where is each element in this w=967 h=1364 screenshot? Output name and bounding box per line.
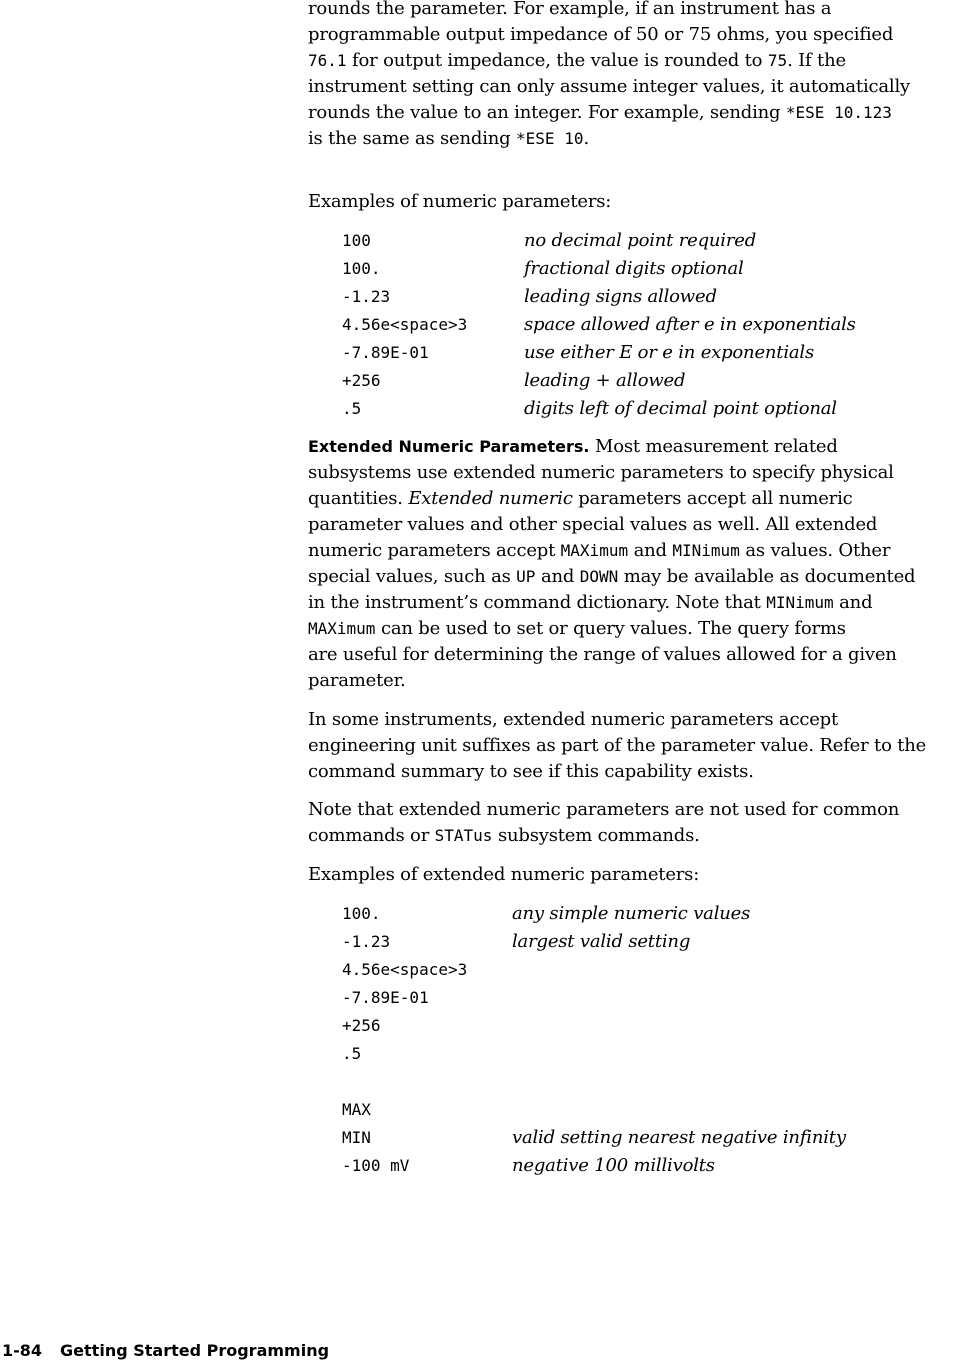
text-line: command summary to see if this capability exists. bbox=[308, 761, 754, 782]
code-span: MINimum bbox=[672, 541, 740, 560]
text-span: special values, such as bbox=[308, 566, 517, 587]
text-line bbox=[308, 100, 910, 126]
text-line bbox=[308, 823, 899, 849]
text-span: commands or bbox=[308, 825, 435, 846]
code-span: STATus bbox=[434, 826, 493, 845]
text-line: instrument setting can only assume integer values, it automatically bbox=[308, 76, 910, 97]
example-code: 4.56e<space>3 bbox=[342, 960, 468, 979]
example-row bbox=[308, 1124, 967, 1152]
example-row bbox=[308, 1152, 967, 1180]
example-code: -1.23 bbox=[342, 287, 391, 306]
code-span: MINimum bbox=[766, 593, 834, 612]
section-heading: Extended Numeric Parameters. bbox=[308, 437, 590, 456]
text-line bbox=[308, 48, 910, 74]
example-row bbox=[308, 900, 967, 928]
text-span: can be used to set or query values. The query forms bbox=[375, 618, 846, 639]
extended-examples-table bbox=[308, 900, 967, 1068]
text-span: parameters accept all numeric bbox=[572, 488, 853, 509]
text-line bbox=[308, 590, 915, 616]
example-desc: leading + allowed bbox=[524, 370, 686, 391]
example-row bbox=[308, 311, 967, 339]
example-code: .5 bbox=[342, 399, 362, 418]
example-code: +256 bbox=[342, 1016, 381, 1035]
example-row bbox=[308, 255, 967, 283]
example-desc: largest valid setting bbox=[512, 931, 691, 952]
code-span: DOWN bbox=[579, 567, 619, 586]
extended-examples-heading: Examples of extended numeric parameters: bbox=[308, 864, 700, 885]
example-row bbox=[308, 339, 967, 367]
example-row bbox=[308, 1096, 967, 1124]
text-span: . If the bbox=[787, 50, 846, 71]
code-span: *ESE 10.123 bbox=[785, 103, 892, 122]
example-desc: space allowed after e in exponentials bbox=[524, 314, 856, 335]
example-code: 100. bbox=[342, 259, 381, 278]
text-line bbox=[308, 486, 915, 512]
text-span: numeric parameters accept bbox=[308, 540, 561, 561]
example-code: 100. bbox=[342, 904, 381, 923]
common-commands-paragraph bbox=[308, 797, 899, 849]
example-row bbox=[308, 227, 967, 255]
example-code: .5 bbox=[342, 1044, 362, 1063]
page-footer bbox=[2, 1341, 329, 1360]
text-line bbox=[308, 616, 915, 642]
example-code: MAX bbox=[342, 1100, 371, 1119]
example-row bbox=[308, 1040, 967, 1068]
example-desc: negative 100 millivolts bbox=[512, 1155, 715, 1176]
intro-paragraph bbox=[308, 0, 910, 152]
text-span: and bbox=[535, 566, 580, 587]
text-span: and bbox=[833, 592, 873, 613]
example-desc: any simple numeric values bbox=[512, 903, 751, 924]
text-span: quantities. bbox=[308, 488, 409, 509]
text-span: Most measurement related bbox=[589, 436, 838, 457]
text-span: and bbox=[628, 540, 673, 561]
example-row bbox=[308, 956, 967, 984]
code-span: MAXimum bbox=[308, 619, 376, 638]
example-desc: valid setting nearest negative infinity bbox=[512, 1127, 846, 1148]
text-line: rounds the parameter. For example, if an instrument has a bbox=[308, 0, 832, 19]
text-span: . bbox=[583, 128, 589, 149]
text-line: subsystems use extended numeric parameters to specify physical bbox=[308, 462, 894, 483]
code-span: 76.1 bbox=[308, 51, 347, 70]
text-line: In some instruments, extended numeric parameters accept bbox=[308, 709, 839, 730]
text-line bbox=[308, 434, 915, 460]
code-span: *ESE 10 bbox=[516, 129, 584, 148]
example-code: 4.56e<space>3 bbox=[342, 315, 468, 334]
page-number: 1-84 bbox=[2, 1341, 43, 1360]
example-code: +256 bbox=[342, 371, 381, 390]
text-line bbox=[308, 538, 915, 564]
text-line bbox=[308, 564, 915, 590]
example-row bbox=[308, 395, 967, 423]
text-line: parameter values and other special values as well. All extended bbox=[308, 514, 878, 535]
text-span: for output impedance, the value is rounded to bbox=[346, 50, 768, 71]
example-code: -100 mV bbox=[342, 1156, 410, 1175]
text-span: is the same as sending bbox=[308, 128, 517, 149]
example-row bbox=[308, 367, 967, 395]
extended-paragraph bbox=[308, 434, 915, 694]
example-code: -7.89E-01 bbox=[342, 988, 429, 1007]
text-line bbox=[308, 126, 910, 152]
text-span: may be available as documented bbox=[618, 566, 916, 587]
example-code: MIN bbox=[342, 1128, 371, 1147]
example-row bbox=[308, 928, 967, 956]
code-span: UP bbox=[516, 567, 536, 586]
example-row bbox=[308, 283, 967, 311]
code-span: MAXimum bbox=[560, 541, 629, 560]
emphasis-span: Extended numeric bbox=[408, 488, 573, 509]
example-desc: leading signs allowed bbox=[524, 286, 717, 307]
text-line: are useful for determining the range of values allowed for a given bbox=[308, 644, 897, 665]
example-row bbox=[308, 1012, 967, 1040]
numeric-examples-heading: Examples of numeric parameters: bbox=[308, 191, 612, 212]
text-line: parameter. bbox=[308, 670, 406, 691]
text-span: in the instrument’s command dictionary. Note that bbox=[308, 592, 767, 613]
text-span: subsystem commands. bbox=[492, 825, 700, 846]
example-desc: digits left of decimal point optional bbox=[524, 398, 837, 419]
example-desc: fractional digits optional bbox=[524, 258, 744, 279]
example-row bbox=[308, 984, 967, 1012]
text-line: engineering unit suffixes as part of the parameter value. Refer to the bbox=[308, 735, 927, 756]
code-span: 75 bbox=[767, 51, 788, 70]
footer-title: Getting Started Programming bbox=[60, 1341, 330, 1360]
engineering-units-paragraph bbox=[308, 707, 926, 785]
example-desc: use either E or e in exponentials bbox=[524, 342, 815, 363]
text-span: as values. Other bbox=[739, 540, 891, 561]
numeric-examples-table bbox=[308, 227, 967, 423]
text-line: Note that extended numeric parameters are not used for common bbox=[308, 799, 900, 820]
example-code: -1.23 bbox=[342, 932, 391, 951]
example-code: 100 bbox=[342, 231, 371, 250]
extended-examples-table-special bbox=[308, 1096, 967, 1180]
text-span: rounds the value to an integer. For example, sending bbox=[308, 102, 786, 123]
example-code: -7.89E-01 bbox=[342, 343, 429, 362]
text-line: programmable output impedance of 50 or 75 ohms, you specified bbox=[308, 24, 894, 45]
example-desc: no decimal point required bbox=[524, 230, 757, 251]
